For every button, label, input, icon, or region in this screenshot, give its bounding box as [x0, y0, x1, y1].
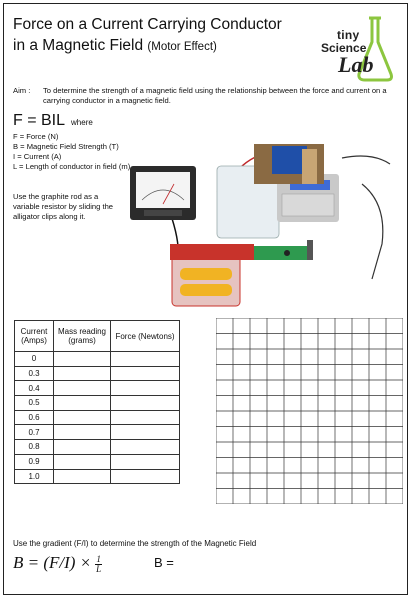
- table-row: 0.4: [15, 381, 180, 396]
- gradient-instruction: Use the gradient (F/I) to determine the strength of the Magnetic Field: [13, 539, 257, 548]
- definition-item: F = Force (N): [13, 132, 59, 141]
- aim-label: Aim :: [13, 86, 31, 95]
- equation-fraction: [95, 555, 102, 574]
- definition-item: I = Current (A): [13, 152, 62, 161]
- page-title: [13, 14, 282, 58]
- definitions-list: [13, 132, 130, 172]
- apparatus-photo: [122, 144, 412, 309]
- aim-text: To determine the strength of a magnetic field using the relationship between the force and current on a carrying conductor in a magnetic field.: [43, 86, 387, 105]
- graph-grid[interactable]: [216, 318, 403, 504]
- header-current: Current (Amps): [15, 321, 54, 352]
- definition-item: L = Length of conductor in field (m): [13, 162, 131, 171]
- header-force: Force (Newtons): [111, 321, 180, 352]
- formula-text: F = BIL: [13, 112, 66, 129]
- equation-lhs: B = (F/I) ×: [13, 553, 92, 572]
- fraction-denominator: L: [96, 563, 102, 574]
- fraction-numerator: 1: [96, 553, 101, 564]
- table-row: 0.5: [15, 396, 180, 411]
- logo-text-tiny: tiny: [337, 28, 360, 42]
- tiny-science-lab-logo: [321, 12, 399, 84]
- worksheet: [3, 3, 408, 595]
- ammeter: [130, 166, 196, 220]
- table-row: 0: [15, 352, 180, 367]
- table-row: 0.8: [15, 440, 180, 455]
- header-mass: Mass reading (grams): [54, 321, 111, 352]
- logo-text-lab: Lab: [338, 52, 374, 77]
- table-row: 1.0: [15, 469, 180, 484]
- definition-item: B = Magnetic Field Strength (T): [13, 142, 119, 151]
- formula-where: where: [71, 118, 93, 127]
- breadboard: [254, 240, 313, 260]
- logo-text-science: Science: [321, 41, 367, 55]
- title-subtitle: (Motor Effect): [147, 41, 217, 53]
- table-row: 0.7: [15, 425, 180, 440]
- battery-holder: [170, 244, 254, 306]
- results-table: [14, 320, 180, 484]
- title-line-2: in a Magnetic Field (Motor Effect): [13, 37, 217, 54]
- table-row: 0.6: [15, 410, 180, 425]
- magnet-holder: [254, 144, 324, 184]
- table-row: 0.3: [15, 366, 180, 381]
- title-line-1: Force on a Current Carrying Conductor: [13, 16, 282, 33]
- instruction-note: Use the graphite rod as a variable resistor by sliding the alligator clips along it.: [13, 192, 114, 221]
- b-answer-label: B =: [154, 555, 174, 570]
- table-row: 0.9: [15, 454, 180, 469]
- b-equation: [13, 553, 102, 574]
- formula: [13, 112, 93, 130]
